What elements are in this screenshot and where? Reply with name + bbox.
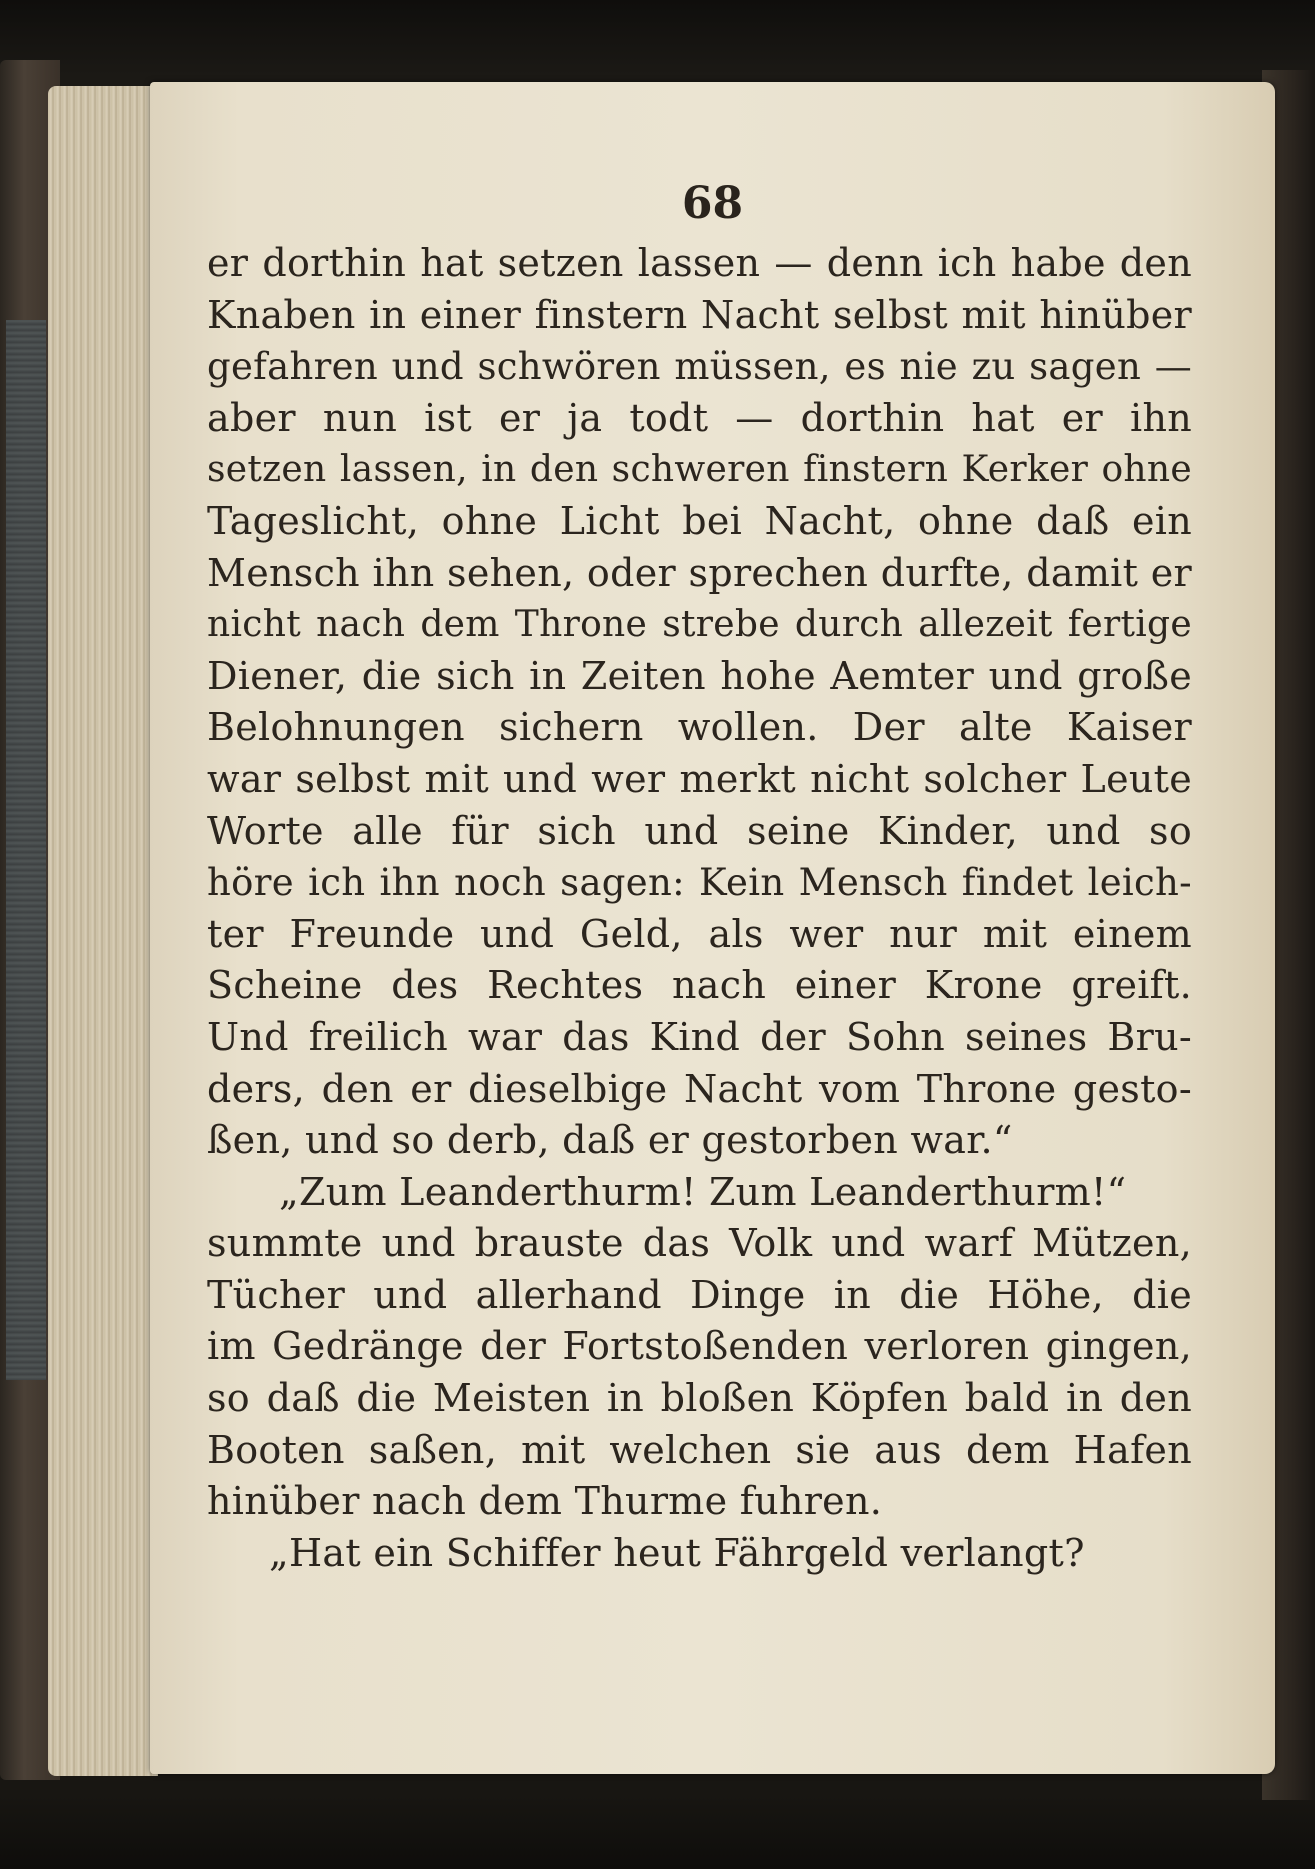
page-body-text [207, 238, 1192, 1579]
text-line: setzen lassen, in den schweren finstern Kerker ohne [207, 449, 1192, 491]
text-line: Belohnungen sichern wollen. Der alte Kaiser [207, 705, 1192, 750]
text-line: Knaben in einer finstern Nacht selbst mit hinüber [207, 292, 1192, 337]
text-line: Tücher und allerhand Dinge in die Höhe, die [207, 1272, 1192, 1317]
text-line: „Zum Leanderthurm! Zum Leanderthurm!“ [279, 1169, 1127, 1214]
text-line: war selbst mit und wer merkt nicht solcher Leute [207, 756, 1192, 801]
text-line: ter Freunde und Geld, als wer nur mit einem [207, 911, 1192, 956]
text-line: Mensch ihn sehen, oder sprechen durfte, damit er [207, 550, 1192, 595]
page-edges [48, 86, 158, 1776]
text-line: aber nun ist er ja todt — dorthin hat er ihn [207, 395, 1192, 440]
text-line: ders, den er dieselbige Nacht vom Throne gesto- [207, 1066, 1192, 1111]
text-line: ßen, und so derb, daß er gestorben war.“ [207, 1118, 1013, 1163]
text-line: Tageslicht, ohne Licht bei Nacht, ohne daß ein [207, 498, 1192, 543]
cover-cloth-band [6, 320, 46, 1380]
text-line: Und freilich war das Kind der Sohn seines Bru- [207, 1014, 1192, 1059]
text-line: Booten saßen, mit welchen sie aus dem Hafen [207, 1427, 1192, 1472]
text-line: so daß die Meisten in bloßen Köpfen bald in den [207, 1376, 1192, 1421]
text-line: „Hat ein Schiffer heut Fährgeld verlangt? [269, 1530, 1085, 1575]
text-line: Scheine des Rechtes nach einer Krone greift. [207, 963, 1192, 1008]
text-line: er dorthin hat setzen lassen — denn ich habe den [207, 241, 1192, 285]
page-number: 68 [681, 178, 744, 229]
text-line: Diener, die sich in Zeiten hohe Aemter und große [207, 653, 1192, 698]
text-line: hinüber nach dem Thurme fuhren. [207, 1479, 883, 1524]
text-line: höre ich ihn noch sagen: Kein Mensch findet leich- [207, 861, 1192, 905]
text-line: gefahren und schwören müssen, es nie zu sagen — [207, 345, 1192, 389]
text-line: summte und brauste das Volk und warf Mützen, [207, 1221, 1192, 1266]
text-line: im Gedränge der Fortstoßenden verloren gingen, [207, 1324, 1192, 1369]
text-line: nicht nach dem Throne strebe durch allezeit fertige [207, 604, 1192, 646]
text-line: Worte alle für sich und seine Kinder, und so [207, 808, 1192, 853]
